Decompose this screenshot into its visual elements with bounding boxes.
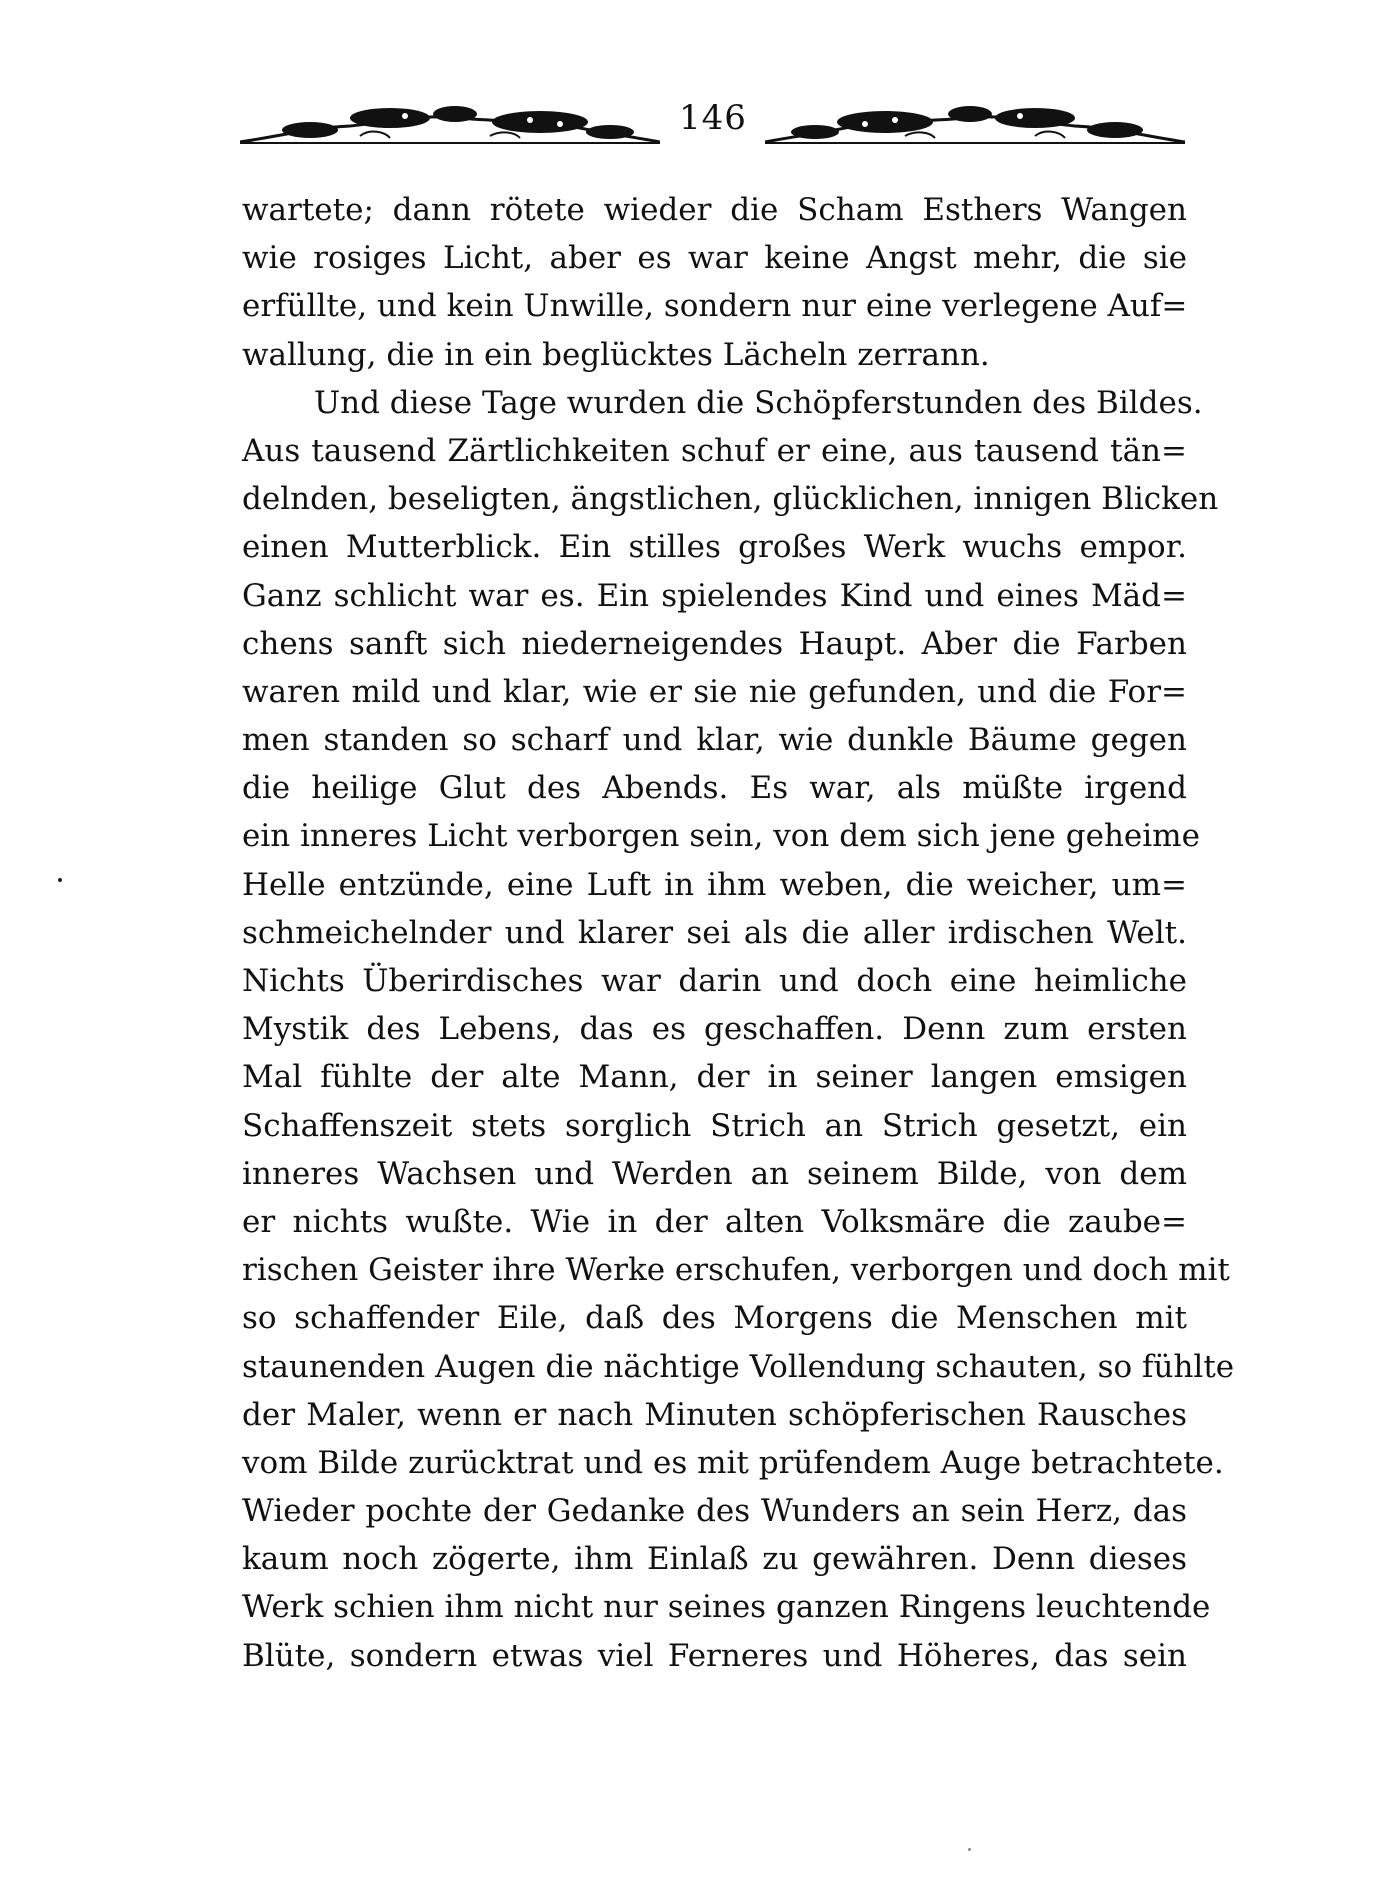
text-line: Und diese Tage wurden die Schöpferstunden des Bildes. <box>314 384 1203 421</box>
text-line: vom Bilde zurücktrat und es mit prüfendem Auge betrachtete. <box>242 1444 1224 1481</box>
text-line: Helle entzünde, eine Luft in ihm weben, die weicher, um= <box>242 866 1187 903</box>
text-line: Mystik des Lebens, das es geschaffen. Denn zum ersten <box>242 1011 1187 1048</box>
ink-speck <box>58 878 62 882</box>
text-line: Ganz schlicht war es. Ein spielendes Kind und eines Mäd= <box>242 577 1187 614</box>
text-line: men standen so scharf und klar, wie dunkle Bäume gegen <box>242 722 1187 759</box>
text-line: Nichts Überirdisches war darin und doch eine heimliche <box>242 963 1187 999</box>
text-line: rischen Geister ihre Werke erschufen, verborgen und doch mit <box>242 1252 1230 1289</box>
text-line: waren mild und klar, wie er sie nie gefunden, und die For= <box>242 673 1187 710</box>
text-line: Blüte, sondern etwas viel Ferneres und Höheres, das sein <box>242 1637 1187 1674</box>
text-line: Aus tausend Zärtlichkeiten schuf er eine, aus tausend tän= <box>242 432 1187 469</box>
text-line: der Maler, wenn er nach Minuten schöpferischen Rausches <box>242 1396 1187 1433</box>
text-line: ein inneres Licht verborgen sein, von dem sich jene geheime <box>242 818 1200 855</box>
text-line: staunenden Augen die nächtige Vollendung schauten, so fühlte <box>242 1348 1235 1385</box>
body-text <box>242 186 1235 1680</box>
text-line: Wieder pochte der Gedanke des Wunders an sein Herz, das <box>242 1493 1187 1530</box>
text-line: wie rosiges Licht, aber es war keine Angst mehr, die sie <box>242 240 1187 277</box>
text-line: schmeichelnder und klarer sei als die aller irdischen Welt. <box>242 914 1187 951</box>
text-line: Mal fühlte der alte Mann, der in seiner langen emsigen <box>242 1059 1187 1096</box>
text-line: einen Mutterblick. Ein stilles großes Werk wuchs empor. <box>242 529 1187 566</box>
text-line: erfüllte, und kein Unwille, sondern nur eine verlegene Auf= <box>242 288 1188 325</box>
text-line: wallung, die in ein beglücktes Lächeln zerrann. <box>242 336 990 373</box>
vine-ornament-left-icon <box>240 92 660 150</box>
page-header <box>240 92 1185 150</box>
text-line: die heilige Glut des Abends. Es war, als müßte irgend <box>242 770 1187 807</box>
text-line: wartete; dann rötete wieder die Scham Esthers Wangen <box>242 192 1187 228</box>
vine-ornament-right-icon <box>765 92 1185 150</box>
text-line: er nichts wußte. Wie in der alten Volksmäre die zaube= <box>242 1203 1187 1240</box>
text-line: Schaffenszeit stets sorglich Strich an Strich gesetzt, ein <box>242 1107 1187 1144</box>
ink-speck <box>968 1848 971 1851</box>
text-line: so schaffender Eile, daß des Morgens die Menschen mit <box>242 1300 1187 1337</box>
text-line: Werk schien ihm nicht nur seines ganzen Ringens leuchtende <box>242 1589 1211 1626</box>
text-line: kaum noch zögerte, ihm Einlaß zu gewähren. Denn dieses <box>242 1541 1187 1578</box>
text-line: delnden, beseligten, ängstlichen, glücklichen, innigen Blicken <box>242 481 1219 518</box>
page-number: 146 <box>679 98 747 138</box>
text-line: inneres Wachsen und Werden an seinem Bilde, von dem <box>242 1155 1187 1192</box>
text-line: chens sanft sich niederneigendes Haupt. Aber die Farben <box>242 625 1187 662</box>
